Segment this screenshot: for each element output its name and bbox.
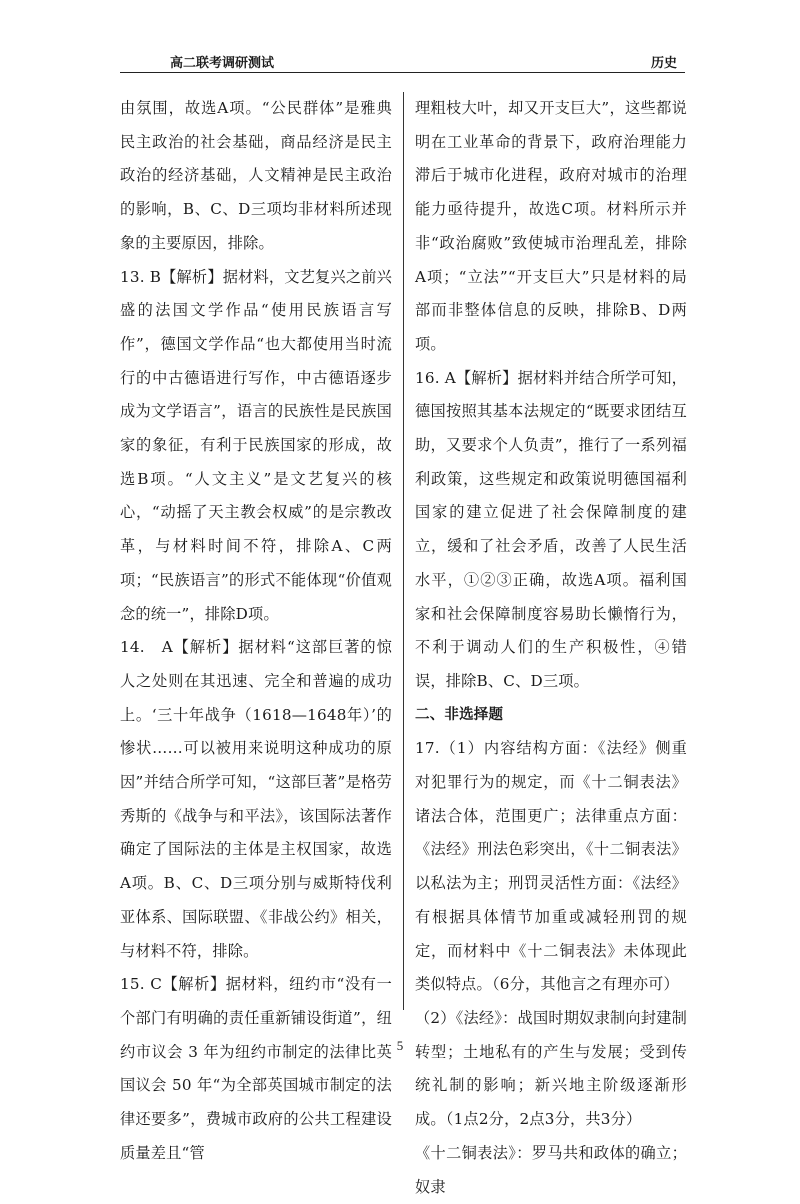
answer-paragraph-17-1: 17.（1）内容结构方面：《法经》侧重对犯罪行为的规定，而《十二铜表法》诸法合体，范围更广；法律重点方面：《法经》刑法色彩突出，《十二铜表法》以私法为主；刑罚灵活性方面：《法经》有根据具体情节加重或减轻刑罚的规定，而材料中《十二铜表法》未体现此类似特点。（6分，其他言之有理亦可）: [415, 739, 687, 994]
page-header: [120, 48, 685, 73]
answer-paragraph-17-2: （2）《法经》：战国时期奴隶制向封建制转型；土地私有的产生与发展；受到传统礼制的影响；新兴地主阶级逐渐形成。（1点2分，2点3分，共3分）: [415, 1008, 687, 1129]
answer-paragraph-14: 14. A【解析】据材料“这部巨著的惊人之处则在其迅速、完全和普遍的成功上。‘三十年战争（1618—1648年）’的惨状……可以被用来说明这种成功的原因”并结合所学可知，“这部巨著”是格劳秀斯的《战争与和平法》，该国际法著作确定了国际法的主体是主权国家，故选A项。B、C、D三项分别与威斯特伐利亚体系、国际联盟、《非战公约》相关，与材料不符，排除。: [120, 638, 392, 960]
answer-paragraph-15: 15. C【解析】据材料，纽约市“没有一个部门有明确的责任重新铺设街道”，纽约市议会 3 年为纽约市制定的法律比英国议会 50 年“为全部英国城市制定的法律还要多”，费城市政府的公共工程建设质量差且“管: [120, 975, 392, 1162]
page-number: 5: [396, 1038, 404, 1053]
answer-paragraph-16: 16. A【解析】据材料并结合所学可知，德国按照其基本法规定的“既要求团结互助，又要求个人负责”，推行了一系列福利政策，这些规定和政策说明德国福利国家的建立促进了社会保障制度的建立，缓和了社会矛盾，改善了人民生活水平，①②③正确，故选A项。福利国家和社会保障制度容易助长懒惰行为，不利于调动人们的生产积极性，④错误，排除B、C、D三项。: [415, 368, 687, 690]
subject-label: 历史: [650, 56, 677, 71]
answer-paragraph-12-continued: 由氛围，故选A项。“公民群体”是雅典民主政治的社会基础，商品经济是民主政治的经济基础，人文精神是民主政治的影响，B、C、D三项均非材料所述现象的主要原因，排除。: [120, 99, 392, 252]
section-title: 二、非选择题: [415, 706, 504, 723]
answer-paragraph-17-2-continued: 《十二铜表法》：罗马共和政体的确立；奴隶: [415, 1143, 687, 1196]
column-divider: [403, 92, 404, 1010]
answer-paragraph-15-continued: 理粗枝大叶，却又开支巨大”，这些都说明在工业革命的背景下，政府治理能力滞后于城市化进程，政府对城市的治理能力亟待提升，故选C项。材料所示并非“政治腐败”致使城市治理乱差，排除A项；“立法”“开支巨大”只是材料的局部而非整体信息的反映，排除B、D两项。: [415, 99, 687, 353]
exam-title: 高二联考调研测试: [170, 56, 275, 71]
answer-paragraph-13: 13. B【解析】据材料，文艺复兴之前兴盛的法国文学作品“使用民族语言写作”，德国文学作品“也大都使用当时流行的中古德语进行写作，中古德语逐步成为文学语言”，语言的民族性是民族国家的象征，有利于民族国家的形成，故选B项。“人文主义”是文艺复兴的核心，“动摇了天主教会权威”的是宗教改革，与材料时间不符，排除A、C两项；“民族语言”的形式不能体现“价值观念的统一”，排除D项。: [120, 267, 392, 623]
left-column: [120, 92, 392, 1171]
